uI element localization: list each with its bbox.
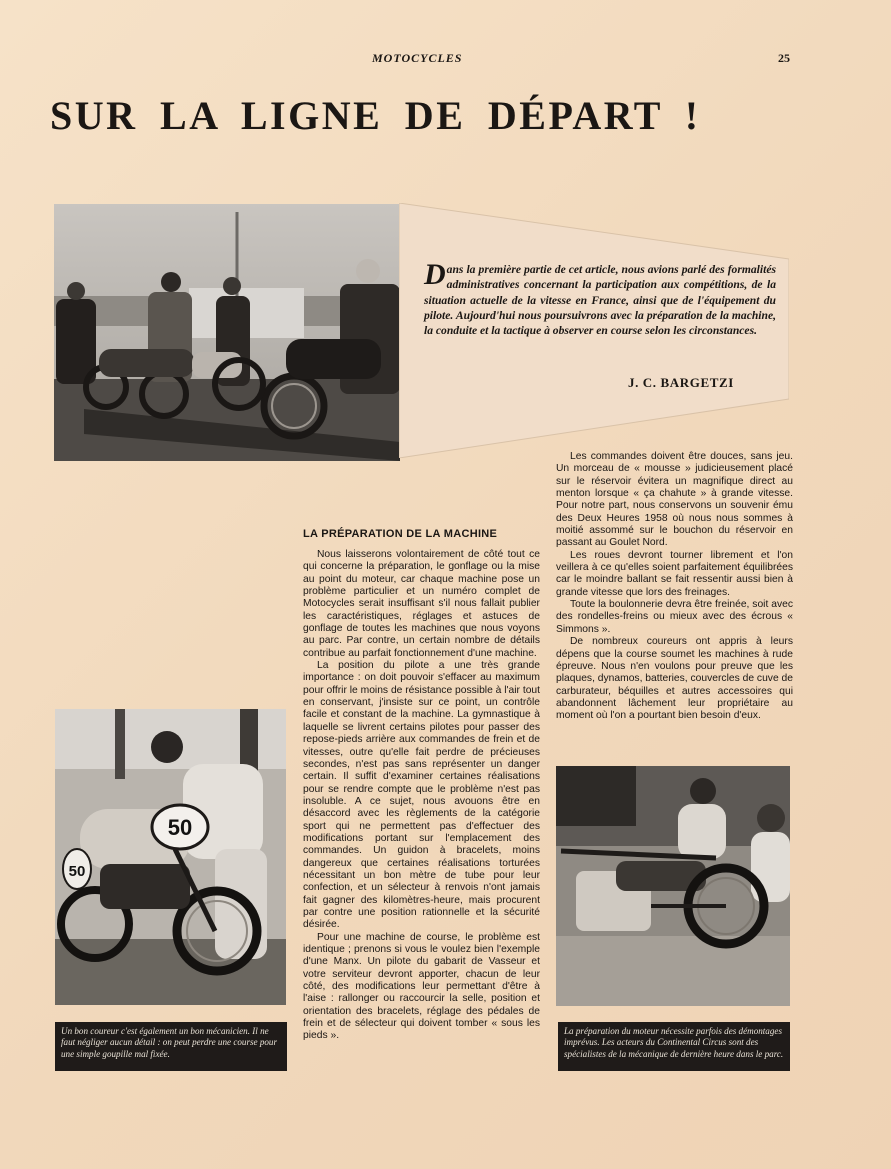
paragraph: La position du pilote a une très grande importance : on doit pouvoir s'effacer au maximum pour offrir le moins de résistance possible à l'air tout en conservant, j'insiste sur ce point, un contrôle facile et constant de la machine. La gymnastique à laquelle se livrent certains pilotes pour passer des repose-pieds arrière aux commandes de frein et de vitesses, outre qu'elle fait perdre de précieuses secondes, n'est pas sans représenter un danger certain. Il suffit d'examiner certaines réalisations pour se rendre compte que le problème n'est pas insoluble. A ce sujet, nous avouons être en désaccord avec les règlements de la catégorie sport qui ne permettent pas d'effectuer des modifications portant sur l'emplacement des commandes. Un guidon à bracelets, moins dangereux que certaines réalisations torturées nécessitant un bon mètre de tube pour leur confection, et un sélecteur à renvois n'ont jamais fait gagner des kilomètres-heure, mais procurent par contre une position rationnelle et la sécurité désirée. bbox=[303, 660, 541, 931]
author-byline: J. C. BARGETZI bbox=[628, 375, 734, 390]
caption-left: Un bon coureur c'est également un bon mécanicien. Il ne faut négliger aucun détail : on peut perdre une course pour une simple goupille mal fixée. bbox=[55, 1022, 287, 1071]
photo-engine-work bbox=[556, 766, 790, 1006]
race-number-side: 50 bbox=[68, 863, 86, 880]
paragraph: Toute la boulonnerie devra être freinée, soit avec des rondelles-freins ou mieux avec des écrous « Simmons ». bbox=[556, 599, 793, 635]
paragraph: Les commandes doivent être douces, sans jeu. Un morceau de « mousse » judicieusement placé sur le réservoir évitera un magnifique direct au menton lorsque « ça chahute » à grande vitesse. Pour notre part, nous conservons un souvenir ému des Deux Heures 1958 où nous nous sommes à moitié assommé sur le bouchon du réservoir en passant au Goulet Nord. bbox=[556, 451, 793, 549]
drop-cap: D bbox=[424, 258, 446, 291]
paragraph: Nous laisserons volontairement de côté tout ce qui concerne la préparation, le gonflage ou la mise au point du moteur, car chaque machine pose un problème particulier et un numéro complet de Motocycles serait insuffisant s'il nous fallait publier les caractéristiques, réglages et astuces de gonflage de toutes les machines que nous voyons au parc. Par contre, un certain nombre de détails contribue au parfait fonctionnement d'une machine. bbox=[303, 549, 540, 659]
paragraph: De nombreux coureurs ont appris à leurs dépens que la course soumet les machines à rude épreuve. Nous n'en voulons pour preuve que les plaques, dynamos, batteries, couvercles de cuve de carburateur, béquilles et autres accessoires qui abandonnent lâchement leur propriétaire au moment où l'on a pourtant bien besoin d'eux. bbox=[556, 636, 793, 722]
section-heading: LA PRÉPARATION DE LA MACHINE bbox=[303, 528, 498, 540]
paragraph: Pour une machine de course, le problème est identique ; prenons si vous le voulez bien l'exemple d'une Manx. Un pilote du gabarit de Vasseur et votre serviteur devront apporter, chacun de leur côté, des modifications leur permettant d'être à l'aise : rallonger ou raccourcir la selle, position et orientation des bracelets, réglage des pédales de frein et de sélecteur qui doivent tomber « sous les pieds ». bbox=[303, 931, 540, 1042]
intro-paragraph bbox=[424, 258, 776, 338]
right-column bbox=[556, 451, 793, 723]
race-number-front: 50 bbox=[167, 815, 193, 840]
intro-body: ans la première partie de cet article, nous avions parlé des formalités administratives concernant la participation aux compétitions, de la situation actuelle de la vitesse en France, ainsi que de l'équipement du pilote. Aujourd'hui nous poursuivrons avec la préparation de la machine, la conduite et la tactique à observer en course selon les circonstances. bbox=[424, 263, 776, 338]
article-headline: SUR LA LIGNE DE DÉPART ! bbox=[50, 93, 701, 138]
paragraph: Les roues devront tourner librement et l'on veillera à ce qu'elles soient parfaitement équilibrées car le moindre ballant se fait ressentir aussi bien à grande vitesse que lors des freinages. bbox=[556, 549, 793, 598]
middle-column bbox=[303, 549, 540, 1043]
photo-mechanic-bike bbox=[55, 709, 286, 1005]
page-number: 25 bbox=[778, 51, 790, 65]
running-head: MOTOCYCLES bbox=[372, 51, 463, 65]
caption-right: La préparation du moteur nécessite parfois des démontages imprévus. Les acteurs du Continental Circus sont des spécialistes de la mécanique de dernière heure dans le parc. bbox=[558, 1022, 790, 1071]
photo-starting-grid bbox=[54, 204, 400, 461]
